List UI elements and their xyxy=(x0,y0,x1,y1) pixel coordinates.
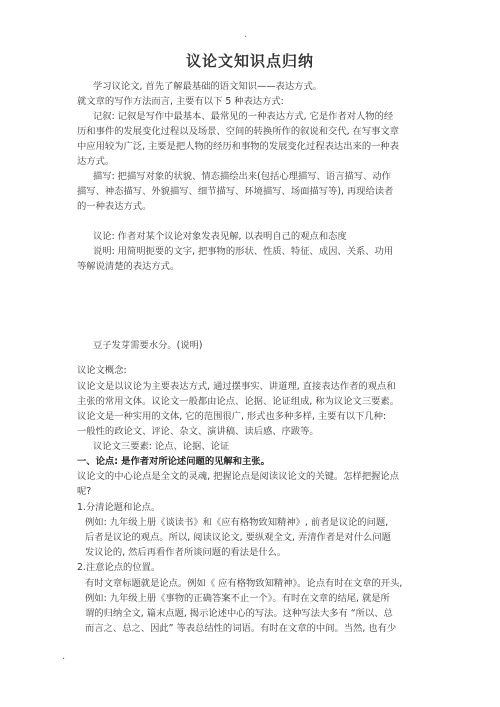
intro-line: 学习议论文, 首先了解最基础的语文知识——表达方式。 xyxy=(93,81,323,92)
page-mark-bottom: . xyxy=(62,651,66,662)
argument-line: 议论: 作者对某个议论对象发表见解, 以表明自己的观点和态度 xyxy=(93,231,347,242)
description-line: 描写、神态描写、外貌描写、细节描写、环境描写、场面描写等), 再现给读者 xyxy=(77,186,394,197)
section-line: 议论文的中心论点是全文的灵魂, 把握论点是阅读议论文的关键。怎样把握论点 xyxy=(77,471,400,482)
description-line: 描写: 把描写对象的状貌、情态描绘出来(包括心理描写、语言描写、动作 xyxy=(93,171,391,182)
page-title: 议论文知识点归纳 xyxy=(185,52,314,70)
narration-line: 历和事件的发展变化过程以及场景、空间的转换所作的叙说和交代, 在写事文章 xyxy=(77,126,400,137)
intro-line: 就文章的写作方法而言, 主要有以下 5 种表达方式: xyxy=(77,96,284,107)
concept-line: 议论文是一种实用的文体, 它的范围很广, 形式也多种多样, 主要有以下几种: xyxy=(77,411,387,422)
concept-heading: 议论文概念: xyxy=(77,365,127,376)
point-line: 例如: 九年级上册《谈读书》和《应有格物致知精神》, 前者是议论的问题, xyxy=(85,517,389,528)
exposition-line: 说明: 用简明扼要的文字, 把事物的形状、性质、特征、成因、关系、功用 xyxy=(93,246,394,257)
example-sentence: 豆子发芽需要水分。(说明) xyxy=(93,340,203,351)
narration-line: 中应用较为广泛, 主要是把人物的经历和事物的发展变化过程表达出来的一种表 xyxy=(77,141,400,152)
narration-line: 达方式。 xyxy=(77,156,115,167)
point-line: 发议论的, 然后再看作者所谈问题的看法是什么。 xyxy=(85,547,287,558)
point-line: 谓的归纳全文, 篇末点题, 揭示论述中心的写法。这种写法大多有 “所以、总 xyxy=(85,608,393,619)
section-line: 呢? xyxy=(77,486,92,497)
description-line: 的一种表达方式。 xyxy=(77,201,152,212)
exposition-line: 等解说清楚的表达方式。 xyxy=(77,261,180,272)
narration-line: 记叙: 记叙是写作中最基本、最常见的一种表达方式, 它是作者对人物的经 xyxy=(93,111,394,122)
concept-line: 主张的常用文体。议论文一般都由论点、论据、论证组成, 称为议论文三要素。 xyxy=(77,396,400,407)
point-line: 而言之、总之、因此” 等表总结性的词语。有时在文章的中间。当然, 也有少 xyxy=(85,623,397,634)
concept-line: 议论文是以议论为主要表达方式, 通过摆事实、讲道理, 直接表达作者的观点和 xyxy=(77,381,396,392)
page-mark-top: . xyxy=(244,29,248,40)
section-heading: 一、论点: 是作者对所论述问题的见解和主张。 xyxy=(77,456,270,467)
point-line: 后者是议论的观点。所以, 阅读议论文, 要纵观全文, 弄清作者是对什么问题 xyxy=(85,532,391,543)
point-line: 例如: 九年级上册《事物的正确答案不止一个》。有时在文章的结尾, 就是所 xyxy=(85,593,390,604)
point-heading: 1.分清论题和论点。 xyxy=(77,502,161,513)
concept-line: 一般性的政论文、评论、杂文、演讲稿、读后感、序跋等。 xyxy=(77,426,319,437)
three-elements-line: 议论文三要素: 论点、论据、论证 xyxy=(93,441,230,452)
point-heading: 2.注意论点的位置。 xyxy=(77,562,161,573)
point-line: 有时文章标题就是论点。例如《 应有格物致知精神》。论点有时在文章的开头, xyxy=(85,578,403,589)
